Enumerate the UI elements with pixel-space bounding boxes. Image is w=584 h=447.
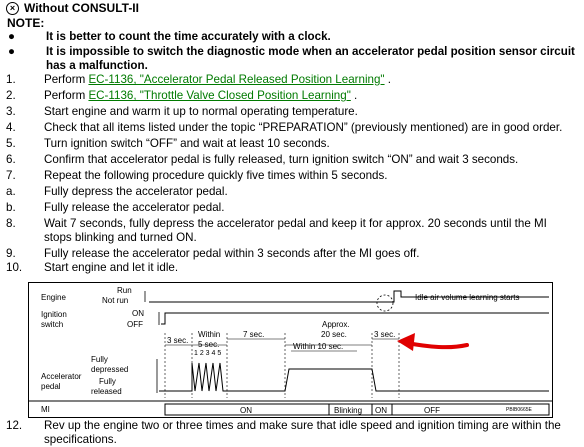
timing-diagram [28, 282, 553, 418]
step-number: 5. [6, 137, 16, 150]
link-accelerator-learning[interactable]: EC-1136, "Accelerator Pedal Released Position Learning" [88, 73, 385, 86]
accelerator-waveform [159, 363, 549, 391]
step-text: Start engine and warm it up to normal operating temperature. [44, 105, 358, 118]
step-prefix: Perform [44, 73, 89, 86]
label-approx: Approx. [322, 320, 350, 329]
step-text: Repeat the following procedure quickly five times within 5 seconds. [44, 169, 388, 182]
label-engine: Engine [41, 293, 66, 302]
step-number: a. [6, 185, 16, 198]
step-text: Wait 7 seconds, fully depress the accelerator pedal and keep it for approx. 20 seconds until the MI stops blinking and turned ON. [44, 217, 547, 244]
step-number: 3. [6, 105, 16, 118]
step-number: 2. [6, 89, 16, 102]
step-number: 7. [6, 169, 16, 182]
step-number: 1. [6, 73, 16, 86]
label-run: Run [117, 286, 132, 295]
mi-segment-blinking: Blinking [334, 406, 363, 415]
label-idle-learning: Idle air volume learning starts [415, 293, 520, 302]
step-suffix: . [350, 89, 358, 102]
ignition-waveform [161, 313, 549, 324]
step-text: Fully release the accelerator pedal within 3 seconds after the MI goes off. [44, 247, 420, 260]
step-number: b. [6, 201, 16, 214]
timing-diagram-svg [29, 283, 553, 418]
label-not-run: Not run [102, 296, 129, 305]
mi-segment-off: OFF [424, 406, 440, 415]
step-text: Start engine and let it idle. [44, 261, 179, 274]
step-text: Fully depress the accelerator pedal. [44, 185, 228, 198]
step-text [44, 89, 357, 103]
label-fully-depressed-2: depressed [91, 365, 129, 374]
label-3sec: 3 sec. [167, 336, 189, 345]
step-text: Confirm that accelerator pedal is fully released, turn ignition switch “ON” and wait 3 seconds. [44, 153, 519, 166]
label-20sec: 20 sec. [321, 330, 347, 339]
label-within-10sec: Within 10 sec. [293, 342, 344, 351]
step-number: 9. [6, 247, 16, 260]
step-text: Rev up the engine two or three times and make sure that idle speed and ignition timing are within the specifications. [44, 419, 561, 446]
x-circle-icon: × [6, 2, 19, 15]
label-accelerator-2: pedal [41, 382, 61, 391]
label-5sec: 5 sec. [198, 340, 220, 349]
label-within: Within [198, 330, 221, 339]
label-off: OFF [127, 320, 143, 329]
label-ignition-1: Ignition [41, 310, 67, 319]
bullet-dot: ● [8, 45, 16, 58]
figure-id: PBIB0665E [506, 407, 532, 413]
bullet-dot: ● [8, 30, 16, 43]
step-number: 8. [6, 217, 16, 230]
learning-start-marker [377, 295, 393, 311]
label-7sec: 7 sec. [243, 330, 265, 339]
step-number: 10. [6, 261, 23, 274]
label-ignition-2: switch [41, 320, 64, 329]
note-title: NOTE: [7, 16, 45, 30]
label-3sec-b: 3 sec. [374, 330, 396, 339]
step-number: 4. [6, 121, 16, 134]
label-fully-released-2: released [91, 387, 122, 396]
section-heading [6, 1, 139, 15]
mi-segment-on-2: ON [375, 406, 387, 415]
label-pulse-count: 1 2 3 4 5 [194, 350, 222, 357]
label-on: ON [132, 309, 144, 318]
label-mi: MI [41, 405, 50, 414]
mi-segment-on: ON [240, 406, 252, 415]
step-suffix: . [384, 73, 392, 86]
section-title: Without CONSULT-II [24, 1, 139, 15]
red-arrow-annotation [397, 333, 467, 351]
label-accelerator-1: Accelerator [41, 372, 82, 381]
step-number: 6. [6, 153, 16, 166]
step-text [44, 73, 391, 87]
step-text: Check that all items listed under the topic “PREPARATION” (previously mentioned) are in good order. [44, 121, 563, 134]
note-bullet-text: It is impossible to switch the diagnostic mode when an accelerator pedal position sensor circuit has a malfunction. [46, 45, 575, 72]
step-prefix: Perform [44, 89, 89, 102]
step-text: Fully release the accelerator pedal. [44, 201, 225, 214]
label-fully-depressed-1: Fully [91, 355, 108, 364]
note-bullet-text: It is better to count the time accurately with a clock. [46, 30, 331, 43]
step-text: Turn ignition switch “OFF” and wait at least 10 seconds. [44, 137, 330, 150]
step-number: 12. [6, 419, 23, 432]
label-fully-released-1: Fully [99, 377, 116, 386]
link-throttle-learning[interactable]: EC-1136, "Throttle Valve Closed Position Learning" [88, 89, 351, 102]
